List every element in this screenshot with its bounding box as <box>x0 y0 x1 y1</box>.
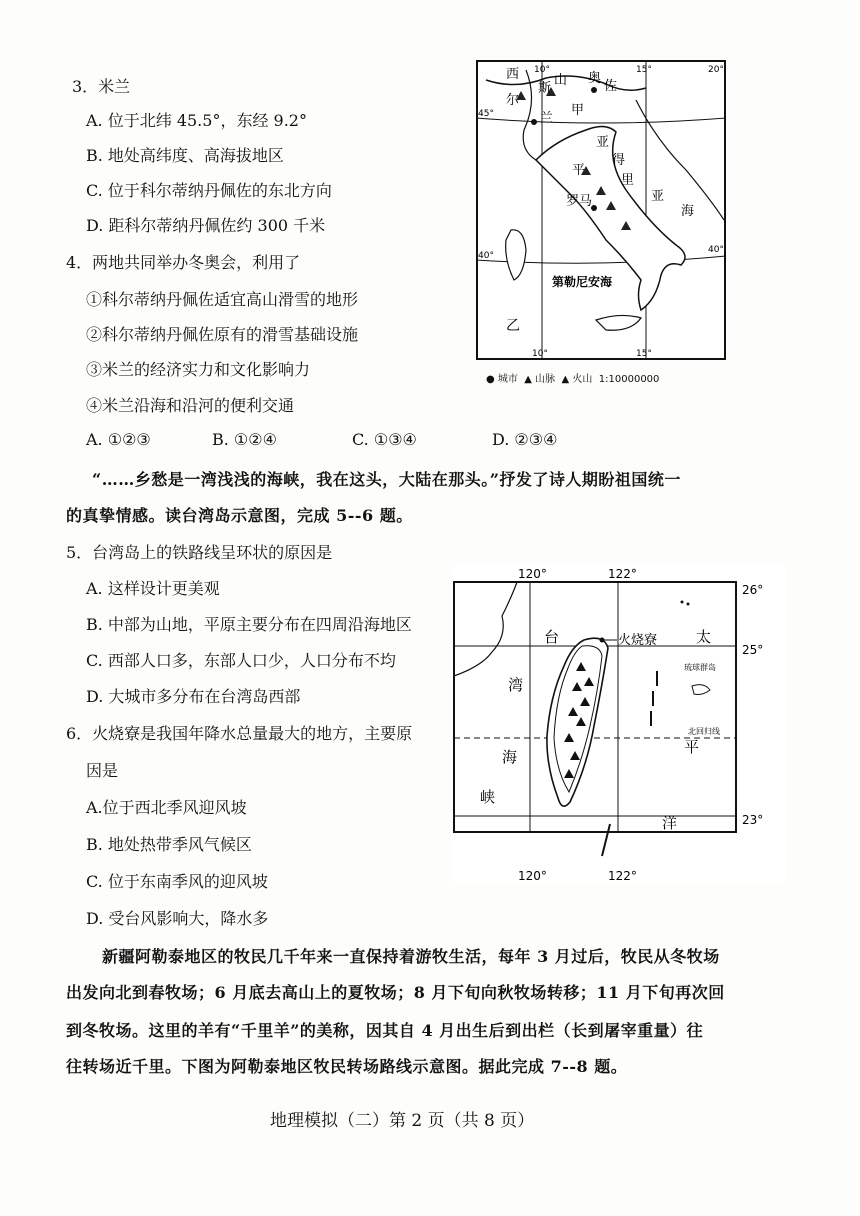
label-zuo: 佐 <box>604 79 618 94</box>
tw-label-tai: 台 <box>544 628 560 646</box>
tw-label-wan: 湾 <box>508 676 524 694</box>
label-lan: 兰 <box>540 111 554 126</box>
label-de: 得 <box>612 153 626 168</box>
q4-item-4: ④米兰沿海和沿河的便利交通 <box>86 396 295 415</box>
italy-tick-40-left: 40° <box>478 251 494 261</box>
label-ya: 亚 <box>596 135 610 150</box>
q4-choice-b: B. ①②④ <box>212 430 277 449</box>
q5-title: 5．台湾岛上的铁路线呈环状的原因是 <box>66 543 333 562</box>
q4-item-3: ③米兰的经济实力和文化影响力 <box>86 360 311 379</box>
legend-volcano: 火山 <box>572 374 593 385</box>
label-hai: 海 <box>681 204 695 219</box>
volcano-icon: ▲ <box>561 374 570 385</box>
label-xi: 西 <box>506 67 520 82</box>
label-ya2: 亚 <box>651 189 665 204</box>
para2-line4: 往转场近千里。下图为阿勒泰地区牧民转场路线示意图。据此完成 7--8 题。 <box>66 1057 628 1076</box>
tw-lat-25: 25° <box>742 643 764 657</box>
tw-label-huoshaoliao: 火烧寮 <box>618 633 658 648</box>
tw-label-ryukyu: 琉球群岛 <box>684 663 716 672</box>
q3-title: 3．米兰 <box>72 77 131 96</box>
q6-option-b: B. 地处热带季风气候区 <box>86 835 252 854</box>
legend-mountain: 山脉 <box>535 374 556 385</box>
tw-lon-120-bottom: 120° <box>518 869 547 883</box>
label-ping: 平 <box>572 163 586 178</box>
italy-tick-10-top: 10° <box>534 65 550 75</box>
italy-legend <box>486 370 659 385</box>
label-li: 里 <box>621 173 635 188</box>
italy-tick-10-bottom: 10° <box>532 349 548 359</box>
tw-label-tropic: 北回归线 <box>688 727 720 736</box>
q4-choice-c: C. ①③④ <box>352 430 417 449</box>
italy-tick-20: 20° <box>708 65 724 75</box>
label-ao: 奥 <box>588 71 602 86</box>
q4-choice-d: D. ②③④ <box>492 430 558 449</box>
tw-label-tai-pacific: 太 <box>696 628 712 646</box>
q4-choice-a: A. ①②③ <box>86 430 151 449</box>
tw-lon-122-top: 122° <box>608 567 637 581</box>
mountain-icon: ▲ <box>524 374 532 385</box>
q3-option-d: D. 距科尔蒂纳丹佩佐约 300 千米 <box>86 216 326 235</box>
q3-option-b: B. 地处高纬度、高海拔地区 <box>86 146 284 165</box>
para2-line1: 新疆阿勒泰地区的牧民几千年来一直保持着游牧生活，每年 3 月过后，牧民从冬牧场 <box>102 947 720 966</box>
italy-tick-15-bottom: 15° <box>636 349 652 359</box>
para2-line2: 出发向北到春牧场；6 月底去高山上的夏牧场；8 月下旬向秋牧场转移；11 月下旬再次回 <box>66 983 725 1002</box>
label-luoma: 罗马 <box>566 194 593 209</box>
tw-lon-122-bottom: 122° <box>608 869 637 883</box>
tw-label-ping: 平 <box>684 738 700 756</box>
q4-item-1: ①科尔蒂纳丹佩佐适宜高山滑雪的地形 <box>86 290 359 309</box>
para2-line3: 到冬牧场。这里的羊有“千里羊”的美称，因其自 4 月出生后到出栏（长到屠宰重量）往 <box>66 1021 704 1040</box>
page-footer: 地理模拟（二）第 2 页（共 8 页） <box>270 1111 535 1131</box>
italy-tick-45: 45° <box>478 109 494 119</box>
q6-title: 6．火烧寮是我国年降水总量最大的地方，主要原 <box>66 724 413 743</box>
q4-item-2: ②科尔蒂纳丹佩佐原有的滑雪基础设施 <box>86 325 359 344</box>
q6-option-a: A.位于西北季风迎风坡 <box>86 798 247 817</box>
q4-title: 4．两地共同举办冬奥会，利用了 <box>66 253 301 272</box>
q6-option-d: D. 受台风影响大，降水多 <box>86 909 269 928</box>
q6-option-c: C. 位于东南季风的迎风坡 <box>86 872 268 891</box>
tw-lon-120-top: 120° <box>518 567 547 581</box>
q5-option-b: B. 中部为山地，平原主要分布在四周沿海地区 <box>86 615 412 634</box>
q5-option-d: D. 大城市多分布在台湾岛西部 <box>86 687 301 706</box>
q6-title-cont: 因是 <box>86 761 119 780</box>
legend-scale: 1:10000000 <box>598 374 660 385</box>
tw-label-yang: 洋 <box>662 814 678 832</box>
q5-option-a: A. 这样设计更美观 <box>86 579 220 598</box>
label-jia: 甲 <box>571 103 585 118</box>
q5-option-c: C. 西部人口多，东部人口少，人口分布不均 <box>86 651 396 670</box>
italy-tick-40-right: 40° <box>708 245 724 255</box>
para1-line1: “……乡愁是一湾浅浅的海峡，我在这头，大陆在那头。”抒发了诗人期盼祖国统一 <box>92 470 681 489</box>
tw-label-hai: 海 <box>502 748 518 766</box>
label-yi: 乙 <box>506 318 520 334</box>
para1-line2: 的真挚情感。读台湾岛示意图，完成 5--6 题。 <box>66 506 413 525</box>
taiwan-map <box>452 566 786 884</box>
tw-lat-23: 23° <box>742 813 764 827</box>
label-er: 尔 <box>506 93 520 108</box>
label-si: 斯 <box>538 81 552 96</box>
italy-tick-15-top: 15° <box>636 65 652 75</box>
legend-city: 城市 <box>497 374 518 385</box>
tw-label-xia: 峡 <box>480 788 496 806</box>
italy-map <box>476 60 726 360</box>
label-shan: 山 <box>554 73 568 88</box>
label-tyrrhenian: 第勒尼安海 <box>552 275 613 289</box>
city-icon: ● <box>486 374 495 385</box>
tw-lat-26: 26° <box>742 583 764 597</box>
q3-option-a: A. 位于北纬 45.5°，东经 9.2° <box>86 111 307 130</box>
q3-option-c: C. 位于科尔蒂纳丹佩佐的东北方向 <box>86 181 332 200</box>
